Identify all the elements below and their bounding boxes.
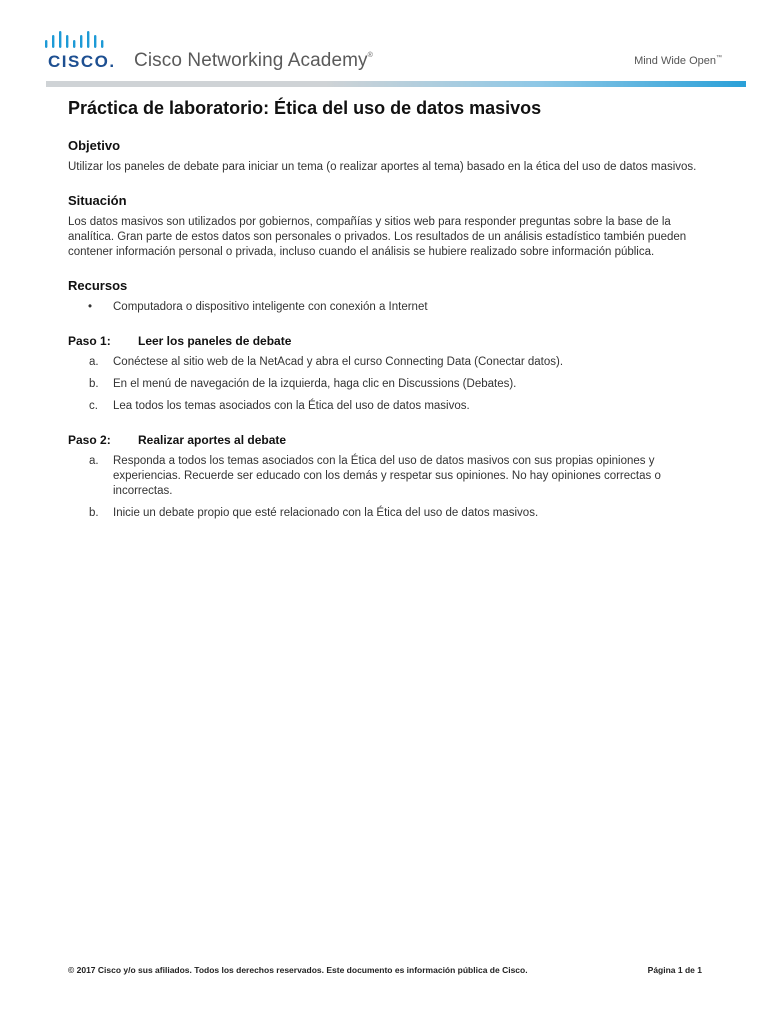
step-1-heading <box>68 333 702 349</box>
situation-text: Los datos masivos son utilizados por gobiernos, compañías y sitios web para responder preguntas sobre la base de la analítica. Gran parte de estos datos son personales o privados. Los resultados de un análisis estadístico también pueden contener información personal o privada, incluso cuando el análisis se hubiere realizado sobre información pública. <box>68 216 687 258</box>
list-item <box>68 300 702 315</box>
item-text: Conéctese al sitio web de la NetAcad y abra el curso Connecting Data (Conectar datos). <box>113 356 564 368</box>
copyright-notice: © 2017 Cisco y/o sus afiliados. Todos los derechos reservados. Este documento es información pública de Cisco. <box>68 965 528 975</box>
step-2-heading <box>68 432 702 448</box>
bullet-icon: • <box>88 301 93 313</box>
header-divider <box>46 81 746 87</box>
list-item <box>68 506 702 521</box>
item-text: Inicie un debate propio que esté relacionado con la Ética del uso de datos masivos. <box>113 507 539 519</box>
cisco-wordmark: CISCO. <box>48 52 116 71</box>
list-item <box>68 454 702 499</box>
step-2-number: Paso 2: <box>68 433 111 447</box>
objective-text: Utilizar los paneles de debate para iniciar un tema (o realizar aportes al tema) basado en la ética del uso de datos masivos. <box>68 161 697 173</box>
resource-text: Computadora o dispositivo inteligente con conexión a Internet <box>113 301 428 313</box>
tagline-text: Mind Wide Open <box>634 55 716 67</box>
step-1-list <box>68 355 702 414</box>
item-letter: b. <box>89 378 99 390</box>
item-letter: a. <box>89 356 99 368</box>
academy-name <box>134 50 373 72</box>
page-title: Práctica de laboratorio: Ética del uso de datos masivos <box>68 98 542 118</box>
objective-heading: Objetivo <box>68 138 121 153</box>
registered-mark: ® <box>367 52 373 59</box>
item-text: En el menú de navegación de la izquierda, haga clic en Discussions (Debates). <box>113 378 517 390</box>
step-1-number: Paso 1: <box>68 334 111 348</box>
step-2-title: Realizar aportes al debate <box>138 433 287 447</box>
resources-heading: Recursos <box>68 278 128 293</box>
item-letter: a. <box>89 455 99 467</box>
item-text: Responda a todos los temas asociados con la Ética del uso de datos masivos con sus propias opiniones y experiencias. Recuerde ser educado con los demás y respetar sus opiniones. No hay opiniones correctas o incorrectas. <box>113 455 661 497</box>
step-1-title: Leer los paneles de debate <box>138 334 292 348</box>
item-letter: c. <box>89 400 98 412</box>
situation-heading: Situación <box>68 193 127 208</box>
list-item <box>68 355 702 370</box>
tagline <box>634 55 722 67</box>
document-body <box>68 96 702 528</box>
item-text: Lea todos los temas asociados con la Ética del uso de datos masivos. <box>113 400 470 412</box>
academy-name-text: Cisco Networking Academy <box>134 50 368 71</box>
list-item <box>68 377 702 392</box>
step-2-list <box>68 454 702 521</box>
resources-list <box>68 300 702 315</box>
cisco-bridge-icon <box>44 30 116 52</box>
list-item <box>68 399 702 414</box>
trademark-mark: ™ <box>716 55 722 61</box>
item-letter: b. <box>89 507 99 519</box>
page-header <box>0 0 768 92</box>
page-number: Página 1 de 1 <box>647 965 702 975</box>
page-footer <box>68 965 702 975</box>
